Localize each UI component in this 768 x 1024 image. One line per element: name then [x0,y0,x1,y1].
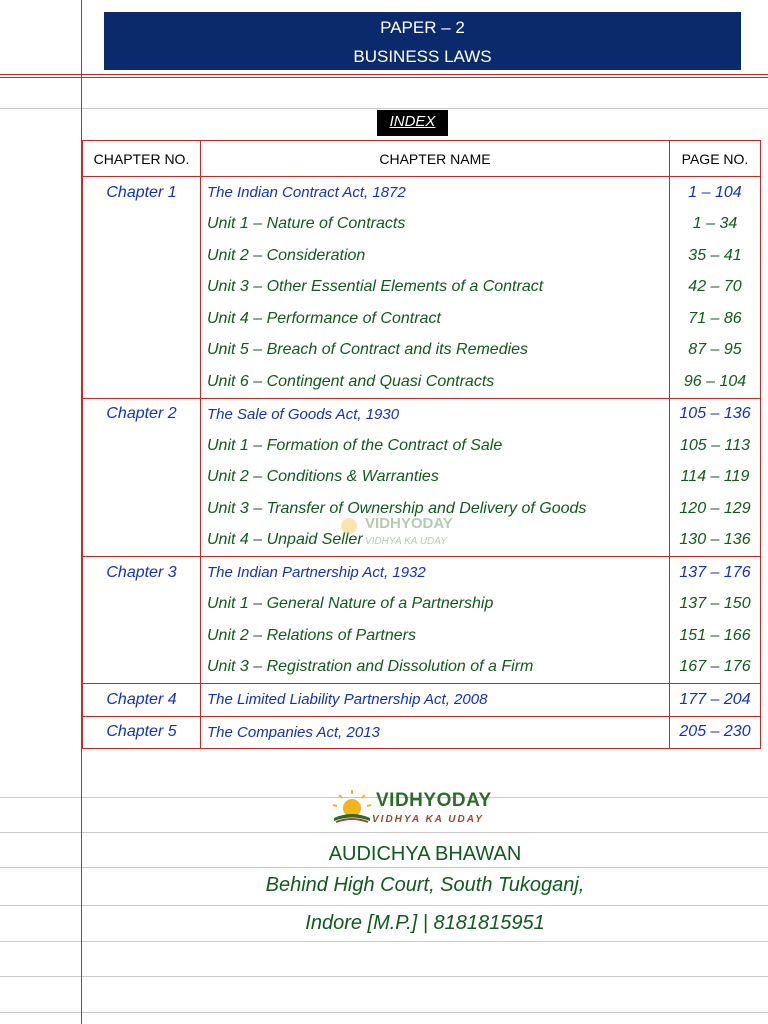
chapter-row [83,398,761,430]
address-line-3: Indore [M.P.] | 8181815951 [305,912,545,934]
unit-row [83,430,761,462]
unit-row [83,493,761,525]
rule-line [0,941,768,942]
unit-name: Unit 4 – Performance of Contract [201,303,670,335]
address-line-2: Behind High Court, South Tukoganj, [265,874,585,896]
chapter-name: The Limited Liability Partnership Act, 2008 [201,684,670,717]
unit-pages: 137 – 150 [670,589,761,621]
unit-name: Unit 2 – Consideration [201,240,670,272]
chapter-pages: 1 – 104 [670,177,761,209]
unit-row [83,240,761,272]
unit-pages: 151 – 166 [670,620,761,652]
chapter-number: Chapter 5 [83,716,201,749]
unit-row [83,462,761,494]
unit-row [83,652,761,684]
unit-chapter-cell [83,366,201,398]
unit-name: Unit 2 – Conditions & Warranties [201,462,670,494]
paper-header [104,12,741,70]
chapter-number: Chapter 1 [83,177,201,209]
unit-chapter-cell [83,620,201,652]
unit-row [83,303,761,335]
unit-chapter-cell [83,209,201,241]
vidhyoday-logo [330,790,530,830]
unit-name: Unit 1 – Nature of Contracts [201,209,670,241]
rule-line [0,1012,768,1013]
unit-chapter-cell [83,462,201,494]
rule-line [0,905,768,906]
paper-number: PAPER – 2 [380,18,465,37]
unit-name: Unit 4 – Unpaid Seller [201,525,670,557]
chapter-name: The Sale of Goods Act, 1930 [201,398,670,430]
unit-name: Unit 3 – Other Essential Elements of a Contract [201,272,670,304]
index-label: INDEX [377,110,448,136]
chapter-row [83,177,761,209]
unit-name: Unit 2 – Relations of Partners [201,620,670,652]
chapter-number: Chapter 3 [83,557,201,589]
chapter-name: The Indian Contract Act, 1872 [201,177,670,209]
unit-chapter-cell [83,303,201,335]
unit-chapter-cell [83,652,201,684]
unit-chapter-cell [83,493,201,525]
unit-chapter-cell [83,335,201,367]
chapter-name: The Companies Act, 2013 [201,716,670,749]
unit-chapter-cell [83,240,201,272]
unit-chapter-cell [83,589,201,621]
rising-sun-book-icon [330,790,374,826]
unit-pages: 35 – 41 [670,240,761,272]
index-table-body [83,177,761,749]
paper-title: BUSINESS LAWS [353,47,492,66]
unit-pages: 1 – 34 [670,209,761,241]
unit-name: Unit 5 – Breach of Contract and its Remedies [201,335,670,367]
unit-row [83,335,761,367]
column-header-page-no: PAGE NO. [670,141,761,177]
watermark-tagline: VIDHYA KA UDAY [365,536,447,547]
unit-row [83,589,761,621]
unit-chapter-cell [83,525,201,557]
unit-row [83,209,761,241]
column-header-chapter-no: CHAPTER NO. [83,141,201,177]
unit-pages: 167 – 176 [670,652,761,684]
chapter-name: The Indian Partnership Act, 1932 [201,557,670,589]
unit-pages: 105 – 113 [670,430,761,462]
header-rule [0,77,768,78]
rule-line [0,832,768,833]
chapter-pages: 205 – 230 [670,716,761,749]
unit-chapter-cell [83,272,201,304]
address-line-1: AUDICHYA BHAWAN [328,843,522,865]
rule-line [0,976,768,977]
unit-name: Unit 3 – Registration and Dissolution of a Firm [201,652,670,684]
header-rule [0,74,768,75]
chapter-number: Chapter 2 [83,398,201,430]
column-header-chapter-name: CHAPTER NAME [201,141,670,177]
logo-title: VIDHYODAY [376,790,492,811]
unit-name: Unit 3 – Transfer of Ownership and Delivery of Goods [201,493,670,525]
index-table [82,140,761,749]
unit-pages: 96 – 104 [670,366,761,398]
chapter-pages: 177 – 204 [670,684,761,717]
rule-line [0,108,768,109]
unit-pages: 130 – 136 [670,525,761,557]
logo-tagline: VIDHYA KA UDAY [372,814,484,825]
rule-line [0,867,768,868]
table-header-row [83,141,761,177]
unit-row [83,525,761,557]
unit-row [83,620,761,652]
unit-row [83,366,761,398]
chapter-row [83,684,761,717]
unit-pages: 42 – 70 [670,272,761,304]
unit-pages: 71 – 86 [670,303,761,335]
unit-name: Unit 6 – Contingent and Quasi Contracts [201,366,670,398]
unit-row [83,272,761,304]
unit-chapter-cell [83,430,201,462]
chapter-row [83,557,761,589]
chapter-number: Chapter 4 [83,684,201,717]
unit-pages: 114 – 119 [670,462,761,494]
unit-name: Unit 1 – General Nature of a Partnership [201,589,670,621]
watermark-title: VIDHYODAY [365,515,453,532]
unit-pages: 87 – 95 [670,335,761,367]
chapter-pages: 137 – 176 [670,557,761,589]
unit-name: Unit 1 – Formation of the Contract of Sale [201,430,670,462]
unit-pages: 120 – 129 [670,493,761,525]
chapter-row [83,716,761,749]
chapter-pages: 105 – 136 [670,398,761,430]
